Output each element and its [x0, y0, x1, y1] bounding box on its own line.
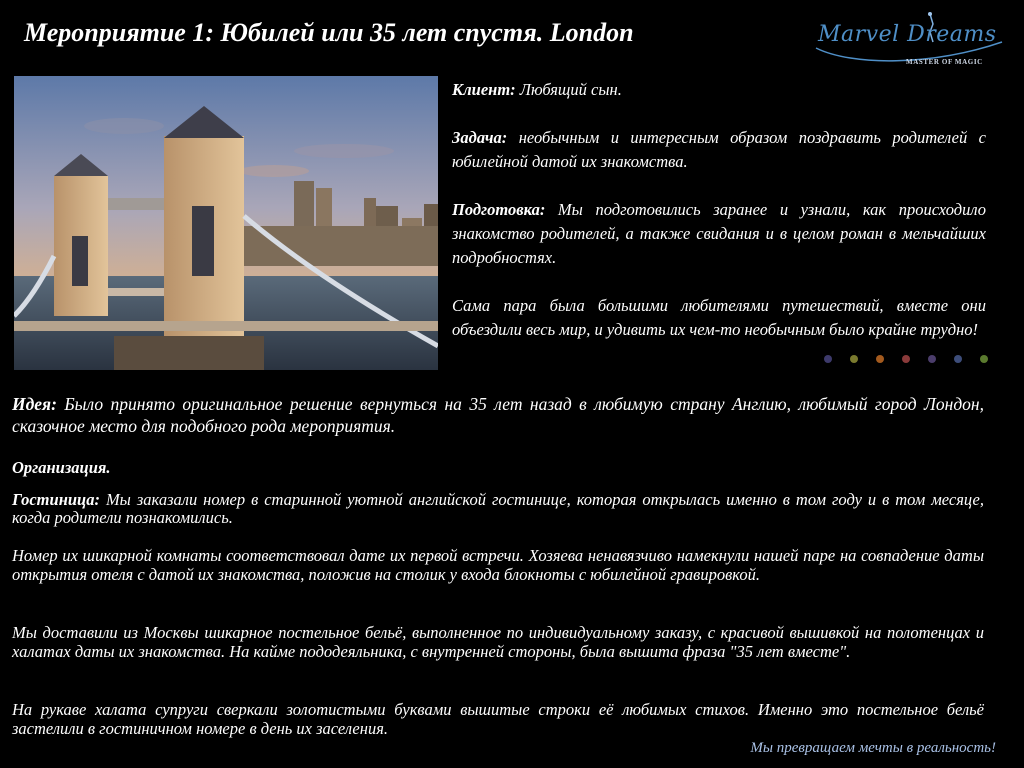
task-label: Задача: — [452, 128, 508, 147]
task-paragraph — [452, 126, 986, 174]
room-paragraph: Номер их шикарной комнаты соответствовал дате их первой встречи. Хозяева ненавязчиво намекнули нашей паре на совпадение даты открытия отеля с датой их знакомства, положив на столик у входа блокноты с юбилейной гравировкой. — [12, 546, 984, 584]
decorative-dot — [824, 355, 832, 363]
decorative-dots — [820, 353, 990, 365]
decorative-dot — [980, 355, 988, 363]
idea-label: Идея: — [12, 394, 57, 414]
decorative-dot — [902, 355, 910, 363]
page-title: Мероприятие 1: Юбилей или 35 лет спустя. London — [24, 18, 634, 47]
idea-text: Было принято оригинальное решение вернуться на 35 лет назад в любимую страну Англию, любимый город Лондон, сказочное место для подобного рода мероприятия. — [12, 394, 984, 436]
client-text: Любящий сын. — [515, 80, 622, 99]
organization-heading: Организация. — [12, 458, 111, 477]
event-details — [452, 78, 986, 366]
hotel-label: Гостиница: — [12, 490, 100, 509]
tower-bridge-photo — [14, 76, 438, 370]
idea-paragraph — [12, 393, 984, 437]
preparation-label: Подготовка: — [452, 200, 546, 219]
decorative-dot — [850, 355, 858, 363]
preparation-paragraph — [452, 198, 986, 270]
preparation-text: Мы подготовились заранее и узнали, как происходило знакомство родителей, а также свидания и в целом роман в мельчайших подробностях. — [452, 200, 986, 267]
hotel-text: Мы заказали номер в старинной уютной английской гостинице, которая открылась именно в том году и в том месяце, когда родители познакомились. — [12, 490, 984, 527]
client-paragraph — [452, 78, 986, 102]
decorative-dot — [876, 355, 884, 363]
robe-paragraph: На рукаве халата супруги сверкали золотистыми буквами вышитые строки её любимых стихов. Именно это постельное бельё застелили в гостиничном номере в день их заселения. — [12, 700, 984, 738]
couple-paragraph: Сама пара была большими любителями путешествий, вместе они объездили весь мир, и удивить их чем-то необычным было крайне трудно! — [452, 296, 986, 339]
linen-paragraph: Мы доставили из Москвы шикарное постельное бельё, выполненное по индивидуальному заказу, с красивой вышивкой на полотенцах и халатах даты их знакомства. На кайме пододеяльника, с внутренней стороны, была вышита фраза "35 лет вместе". — [12, 623, 984, 661]
client-label: Клиент: — [452, 80, 516, 99]
hotel-paragraph — [12, 491, 984, 527]
logo-subtitle: MASTER OF MAGIC — [906, 58, 983, 66]
logo-wordmark: Marvel Dreams — [818, 22, 997, 47]
brand-logo — [812, 8, 1008, 70]
footer-slogan: Мы превращаем мечты в реальность! — [750, 740, 996, 756]
task-text: необычным и интересным образом поздравить родителей с юбилейной датой их знакомства. — [452, 128, 986, 171]
decorative-dot — [954, 355, 962, 363]
decorative-dot — [928, 355, 936, 363]
